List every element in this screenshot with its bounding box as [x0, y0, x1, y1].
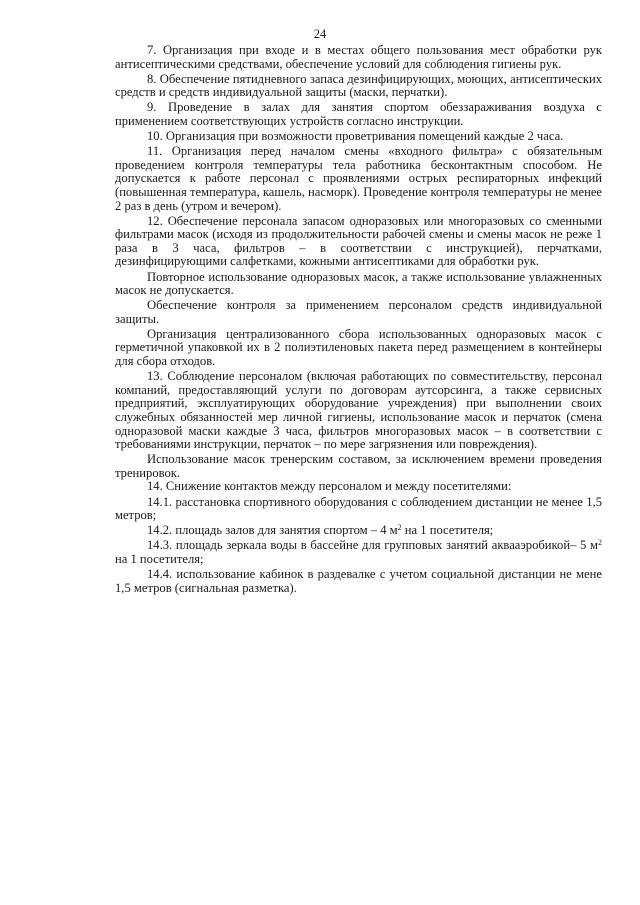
superscript-two: 2: [397, 523, 402, 533]
paragraph-14-2-tail: на 1 посетителя;: [401, 523, 494, 538]
page-number: 24: [313, 27, 327, 41]
paragraph-14-1-equipment: 14.1. расстановка спортивного оборудования с соблюдением дистанции не менее 1,5 метров;: [115, 494, 602, 523]
paragraph-13-staff-hygiene: 13. Соблюдение персоналом (включая работающих по совместительству, персонал компаний, предоставляющий услуги по договорам аутсорсинга, а также сервисных предприятий, эксплуатирующих оборудование учреждения) при выполнении своих служебных обязанностей мер личной гигиены, использование масок и перчаток (смена одноразовой маски каждые 3 часа, фильтров многоразовых масок – в соответствии с требованиями инструкции, перчаток – по мере загрязнения или повреждения).: [115, 369, 602, 452]
paragraph-14-3-pool-area: [115, 539, 602, 566]
paragraph-9-air-disinfection: 9. Проведение в залах для занятия спортом обеззараживания воздуха с применением соответствующих устройств согласно инструкции.: [115, 100, 602, 128]
paragraph-14-4-lockers: 14.4. использование кабинок в раздевалке с учетом социальной дистанции не мене 1,5 метров (сигнальная разметка).: [115, 566, 602, 595]
paragraph-14-3-text: 14.3. площадь зеркала воды в бассейне для групповых занятий аквааэробикой– 5 м: [147, 538, 598, 553]
superscript-two: 2: [598, 538, 602, 548]
paragraph-14-2-hall-area: [115, 524, 602, 538]
paragraph-14-contact-reduction: 14. Снижение контактов между персоналом и между посетителями:: [147, 479, 512, 494]
paragraph-10-ventilation: 10. Организация при возможности проветривания помещений каждые 2 часа.: [147, 129, 564, 144]
paragraph-14-3-tail: на 1 посетителя;: [115, 551, 204, 566]
paragraph-14-2-text: 14.2. площадь залов для занятия спортом – 4 м: [147, 523, 398, 538]
paragraph-8-supplies-stock: 8. Обеспечение пятидневного запаса дезинфицирующих, моющих, антисептических средств и средств индивидуальной защиты (маски, перчатки).: [115, 71, 602, 100]
paragraph-12-masks-supply: 12. Обеспечение персонала запасом одноразовых или многоразовых со сменными фильтрами масок (исходя из продолжительности рабочей смены и смены масок не реже 1 раза в 3 часа, фильтров – в соответствии с инструкцией), перчатками, дезинфицирующими салфетками, кожными антисептиками для обработки рук.: [115, 213, 602, 269]
paragraph-11-entry-filter: 11. Организация перед началом смены «входного фильтра» с обязательным проведением контроля температуры тела работника бесконтактным способом. Не допускается к работе персонал с проявлениями острых респираторных инфекций (повышенная температура, кашель, насморк). Проведение контроля температуры не менее 2 раз в день (утром и вечером).: [115, 144, 602, 213]
paragraph-trainer-masks: Использование масок тренерским составом, за исключением времени проведения тренировок.: [115, 452, 602, 480]
paragraph-mask-reuse: Повторное использование одноразовых масок, а также использование увлажненных масок не допускается.: [115, 269, 602, 298]
paragraph-7-hand-sanitizing: 7. Организация при входе и в местах общего пользования мест обработки рук антисептическими средствами, обеспечение условий для соблюдения гигиены рук.: [115, 43, 602, 71]
paragraph-ppe-control: Обеспечение контроля за применением персоналом средств индивидуальной защиты.: [115, 298, 602, 326]
document-body: [115, 44, 602, 595]
paragraph-mask-collection: Организация централизованного сбора использованных одноразовых масок с герметичной упаковкой их в 2 полиэтиленовых пакета перед размещением в контейнеры для сбора отходов.: [115, 326, 602, 369]
